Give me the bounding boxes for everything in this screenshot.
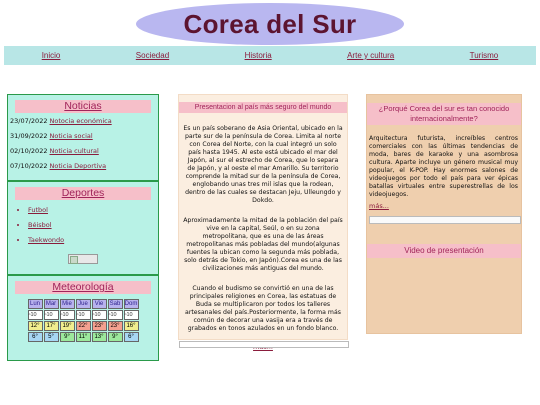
weather-broken-image-icon: ▫10 <box>60 310 75 320</box>
weather-day: Sab <box>108 299 123 309</box>
presentation-heading: Presentacion al país más seguro del mundo <box>179 102 347 113</box>
weather-day: Lun <box>28 299 43 309</box>
presentation-paragraph: Es un país soberano de Asia Oriental, ubicado en la parte sur de la península de Corea. Limita al norte con Corea del Norte, con la cual integró un solo país hasta 1945. Al este está ubicado el mar del Japón, al sur el estrecho de Corea, que lo separa de Japón, y al oeste el mar Amarillo. Su territorio comprende la mitad sur de la península de Corea, englobando unas tres mil islas que la rodean, dentro de las cuales se destacan Jeju, Ulleungdo y Dokdo. <box>183 125 343 204</box>
sport-link-futbol[interactable]: • Futbol <box>28 206 158 215</box>
fame-more-link[interactable]: más... <box>369 202 389 210</box>
weather-high: 19° <box>60 321 75 331</box>
sports-panel <box>7 181 159 275</box>
weather-low: 11° <box>76 332 91 342</box>
weather-panel <box>7 275 159 361</box>
news-heading[interactable]: Noticias <box>15 100 151 113</box>
weather-broken-image-icon: ▫10 <box>76 310 91 320</box>
weather-lows-row <box>28 332 139 342</box>
weather-broken-image-icon: ▫10 <box>92 310 107 320</box>
sport-link-beisbol[interactable]: • Béisbol <box>28 221 158 230</box>
video-heading: Video de presentación <box>367 244 521 258</box>
weather-day: Dom <box>124 301 138 307</box>
news-item <box>10 162 158 171</box>
weather-icons-row <box>28 310 139 320</box>
weather-broken-image-icon: ▫10 <box>108 310 123 320</box>
weather-low: 6° <box>28 332 43 342</box>
weather-day: Vie <box>92 299 107 309</box>
fame-heading: ¿Porqué Corea del sur es tan conocido internacionalmente? <box>367 103 521 125</box>
fame-paragraph: Arquitectura futurista, increíbles centros comerciales con las últimas tendencias de moda, bares de karaoke y una asombrosa cultura. Aparte incluye un género musical muy popular, el K-POP. Hay enormes salones de videojuegos por todo el país para ver épicas batallas virtuales entre superestrellas de los videojuegos. <box>369 135 518 198</box>
news-link[interactable]: Noticia social <box>49 132 93 140</box>
weather-high: 23° <box>108 321 123 331</box>
weather-high: 23° <box>92 321 107 331</box>
presentation-paragraph: Aproximadamente la mitad de la población del país vive en la capital, Seúl, o en su zona metropolitana, que es una de las áreas metropolitanas más pobladas del mundo(algunas fuentes la ubican como la segunda más poblada, solo detrás de Tokio, en Japón).Corea es una de las civilizaciones más antiguas del mundo. <box>183 217 343 272</box>
sports-heading[interactable]: Deportes <box>15 187 151 200</box>
weather-day: Mie <box>60 299 75 309</box>
news-date: 07/10/2022 <box>10 162 48 170</box>
weather-low: 5° <box>44 332 59 342</box>
weather-high: 12° <box>28 321 43 331</box>
presentation-paragraph: Cuando el budismo se convirtió en una de las principales religiones en Corea, las estatuas de Buda se multiplicaron por todos los talleres artesanales del país.Posteriormente, la forma más común de decorar una vasija era a través de grabados en tonos azulados en un fondo blanco. <box>185 285 341 332</box>
weather-high: 17° <box>44 321 59 331</box>
main-nav <box>4 46 536 65</box>
news-item <box>10 117 158 126</box>
nav-sociedad[interactable]: Sociedad <box>135 51 170 60</box>
news-item <box>10 132 158 141</box>
sport-link-taekwondo[interactable]: • Taekwondo <box>28 236 158 245</box>
news-date: 31/09/2022 <box>10 132 48 140</box>
nav-turismo[interactable]: Turismo <box>469 51 499 60</box>
weather-low: 9° <box>60 332 75 342</box>
title-banner <box>136 3 404 45</box>
broken-image-icon <box>369 216 521 224</box>
page-title: Corea del Sur <box>183 8 357 39</box>
weather-broken-image-icon: ▫10 <box>44 310 59 320</box>
broken-image-icon <box>68 254 98 264</box>
nav-arte-y-cultura[interactable]: Arte y cultura <box>347 51 395 60</box>
sports-list <box>8 206 158 245</box>
nav-historia[interactable]: Historia <box>244 51 272 60</box>
news-item <box>10 147 158 156</box>
broken-image-icon <box>179 341 349 348</box>
weather-day: Jue <box>76 299 91 309</box>
weather-days-row <box>28 299 139 309</box>
weather-low: 13° <box>92 332 107 342</box>
news-panel <box>7 94 159 181</box>
weather-high: 22° <box>76 321 91 331</box>
weather-highs-row <box>28 321 139 331</box>
news-date: 23/07/2022 <box>10 117 48 125</box>
news-link[interactable]: Notocia económica <box>49 117 112 125</box>
presentation-article <box>178 94 348 340</box>
weather-broken-image-icon: ▫10 <box>28 310 43 320</box>
weather-heading[interactable]: Meteorología <box>15 281 151 294</box>
weather-high: 16° <box>124 321 139 331</box>
weather-table <box>27 298 140 343</box>
news-link[interactable]: Noticia cultural <box>49 147 99 155</box>
weather-broken-image-icon: ▫10 <box>124 310 139 320</box>
weather-day: Mar <box>44 299 59 309</box>
fame-article <box>366 94 522 334</box>
weather-low: 6° <box>124 332 139 342</box>
news-link[interactable]: Noticia Deportiva <box>49 162 107 170</box>
nav-inicio[interactable]: Inicio <box>41 51 61 60</box>
news-date: 02/10/2022 <box>10 147 48 155</box>
weather-low: 9° <box>108 332 123 342</box>
